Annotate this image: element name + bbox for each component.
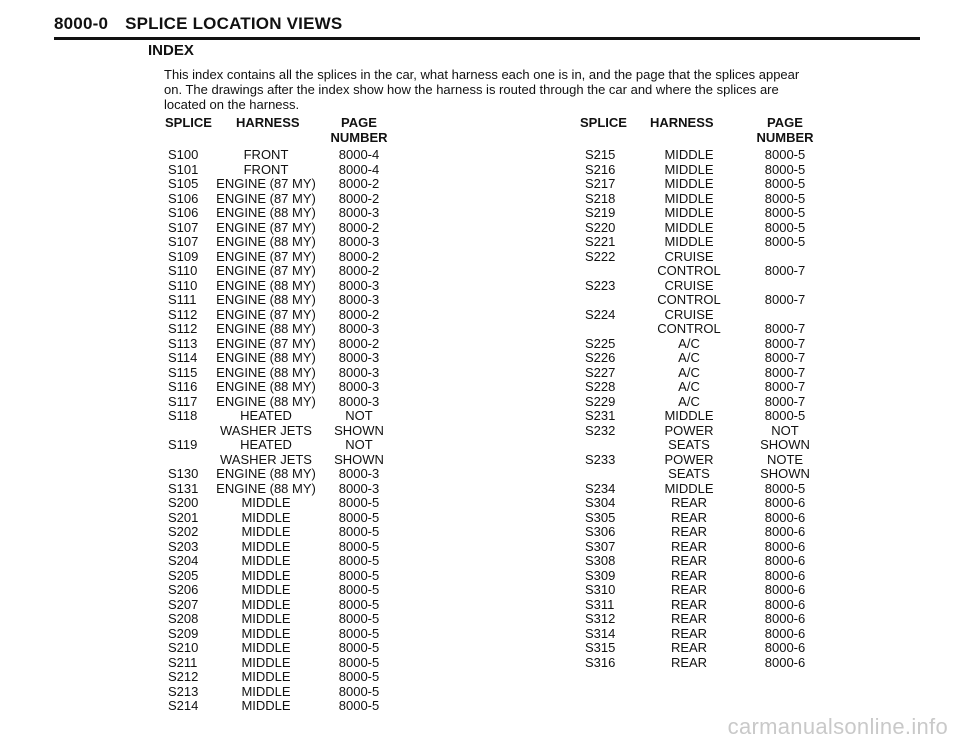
splice-cell: S216 (585, 161, 616, 177)
splice-cell: S112 (168, 321, 198, 336)
harness-cell: REAR (670, 611, 708, 626)
splice-cell: S110 (168, 263, 198, 278)
page-cell: 8000-3 (338, 480, 380, 496)
splice-cell: S105 (168, 176, 199, 191)
splice-cell: S211 (168, 654, 198, 670)
harness-cell: MIDDLE (241, 582, 291, 597)
splice-cell: S201 (168, 509, 199, 525)
page-cell: 8000-4 (338, 147, 380, 162)
harness-cell: MIDDLE (664, 205, 714, 220)
harness-cell: ENGINE (87 MY) (216, 219, 316, 235)
page-cell: 8000-6 (764, 524, 806, 539)
page-cell: 8000-3 (338, 364, 380, 380)
page-cell: 8000-5 (338, 495, 380, 510)
harness-cell: CONTROL (657, 292, 721, 307)
splice-cell: S113 (168, 335, 198, 351)
splice-cell: S110 (168, 277, 198, 293)
harness-cell: ENGINE (88 MY) (216, 466, 316, 481)
harness-cell: MIDDLE (241, 683, 291, 699)
splice-cell: S314 (585, 625, 616, 641)
page-cell: 8000-2 (338, 190, 380, 206)
harness-cell: ENGINE (87 MY) (216, 263, 316, 278)
splice-cell: S203 (168, 538, 199, 554)
harness-cell: REAR (670, 538, 708, 554)
page-header (54, 14, 342, 34)
page-cell: 8000-5 (338, 596, 380, 612)
page-cell: 8000-3 (338, 321, 380, 336)
splice-cell: S215 (585, 147, 616, 162)
splice-cell: S202 (168, 524, 199, 539)
right-header-page-line2: NUMBER (756, 130, 814, 145)
page-cell: 8000-6 (764, 625, 806, 641)
harness-cell: WASHER JETS (220, 422, 312, 438)
splice-cell: S205 (168, 567, 199, 583)
splice-cell: S118 (168, 408, 198, 423)
page-cell: 8000-2 (338, 263, 380, 278)
harness-cell: FRONT (243, 161, 289, 177)
harness-cell: MIDDLE (664, 190, 714, 206)
page-cell: 8000-3 (338, 466, 380, 481)
intro-line: This index contains all the splices in the car, what harness each one is in, and the page that the splices appear (164, 67, 800, 82)
page-cell: 8000-7 (764, 321, 806, 336)
splice-cell: S206 (168, 582, 199, 597)
splice-cell: S214 (168, 698, 199, 713)
harness-cell: ENGINE (88 MY) (216, 350, 316, 365)
splice-cell: S219 (585, 205, 616, 220)
splice-cell: S217 (585, 176, 616, 191)
splice-cell: S209 (168, 625, 199, 641)
page-cell: 8000-5 (764, 190, 806, 206)
right-header-page-line1: PAGE (767, 115, 803, 130)
page-cell: 8000-7 (764, 364, 806, 380)
splice-cell: S315 (585, 640, 616, 655)
harness-cell: MIDDLE (664, 408, 714, 423)
header-rule (54, 37, 920, 40)
left-header-page-line2: NUMBER (330, 130, 388, 145)
harness-cell: SEATS (668, 437, 710, 452)
page-cell: 8000-6 (764, 611, 806, 626)
harness-cell: REAR (670, 640, 708, 655)
splice-cell: S107 (168, 219, 199, 235)
splice-cell: S106 (168, 190, 199, 206)
right-header-splice: SPLICE (580, 115, 627, 130)
page-cell: SHOWN (334, 451, 384, 467)
index-subtitle: INDEX (148, 42, 194, 59)
harness-cell: REAR (670, 582, 708, 597)
splice-cell: S223 (585, 277, 616, 293)
splice-cell: S309 (585, 567, 616, 583)
page-cell: 8000-3 (338, 277, 380, 293)
harness-cell: CRUISE (664, 306, 714, 322)
splice-cell: S316 (585, 654, 616, 670)
harness-cell: MIDDLE (241, 538, 291, 554)
splice-cell: S234 (585, 480, 616, 496)
harness-cell: MIDDLE (241, 553, 291, 568)
splice-cell: S222 (585, 248, 616, 264)
harness-cell: CRUISE (664, 248, 714, 264)
harness-cell: MIDDLE (241, 611, 291, 626)
page-cell: 8000-5 (764, 234, 806, 249)
harness-cell: REAR (670, 553, 708, 568)
splice-cell: S232 (585, 422, 616, 438)
left-header-harness: HARNESS (236, 115, 300, 130)
harness-cell: REAR (670, 567, 708, 583)
page-cell: 8000-5 (764, 147, 806, 162)
harness-cell: MIDDLE (241, 625, 291, 641)
page-cell: 8000-5 (764, 161, 806, 177)
splice-cell: S106 (168, 205, 199, 220)
harness-cell: MIDDLE (241, 567, 291, 583)
harness-cell: REAR (670, 596, 708, 612)
splice-cell: S212 (168, 669, 199, 684)
page-cell: 8000-6 (764, 567, 806, 583)
page-cell: 8000-7 (764, 379, 806, 394)
page-cell: 8000-5 (338, 553, 380, 568)
page-cell: 8000-3 (338, 393, 380, 409)
splice-cell: S308 (585, 553, 616, 568)
splice-cell: S229 (585, 393, 616, 409)
right-header-page (752, 115, 818, 145)
page-cell: 8000-6 (764, 495, 806, 510)
splice-cell: S119 (168, 437, 198, 452)
harness-cell: ENGINE (87 MY) (216, 176, 316, 191)
page-cell: 8000-5 (338, 567, 380, 583)
splice-cell: S100 (168, 147, 199, 162)
page-cell: 8000-5 (338, 582, 380, 597)
page-cell: 8000-5 (338, 669, 380, 684)
intro-line: located on the harness. (164, 97, 300, 112)
harness-cell: MIDDLE (241, 524, 291, 539)
splice-cell: S109 (168, 248, 199, 264)
harness-cell: A/C (678, 393, 700, 409)
splice-cell: S233 (585, 451, 616, 467)
page-cell: 8000-5 (338, 683, 380, 699)
harness-cell: MIDDLE (664, 234, 714, 249)
page-cell: 8000-5 (338, 538, 380, 554)
splice-cell: S225 (585, 335, 616, 351)
harness-cell: REAR (670, 654, 708, 670)
page-cell: NOT (345, 408, 373, 423)
splice-cell: S306 (585, 524, 616, 539)
page-cell: 8000-6 (764, 654, 806, 670)
harness-cell: MIDDLE (241, 669, 291, 684)
page-cell: 8000-5 (338, 640, 380, 655)
harness-cell: CONTROL (657, 321, 721, 336)
harness-cell: SEATS (668, 466, 710, 481)
harness-cell: MIDDLE (241, 509, 291, 525)
page-cell: 8000-5 (764, 219, 806, 235)
harness-cell: MIDDLE (241, 654, 291, 670)
harness-cell: REAR (670, 524, 708, 539)
splice-cell: S112 (168, 306, 198, 322)
page-cell: 8000-7 (764, 393, 806, 409)
harness-cell: MIDDLE (241, 640, 291, 655)
splice-cell: S224 (585, 306, 616, 322)
harness-cell: CRUISE (664, 277, 714, 293)
harness-cell: ENGINE (88 MY) (216, 234, 316, 249)
splice-cell: S208 (168, 611, 199, 626)
splice-cell: S130 (168, 466, 199, 481)
page-cell: 8000-7 (764, 263, 806, 278)
section-code: 8000-0 (54, 14, 109, 33)
page-cell: 8000-7 (764, 292, 806, 307)
page-title: SPLICE LOCATION VIEWS (125, 14, 343, 33)
harness-cell: MIDDLE (664, 147, 714, 162)
page-cell: 8000-5 (338, 524, 380, 539)
harness-cell: WASHER JETS (220, 451, 312, 467)
page-cell: 8000-3 (338, 379, 380, 394)
splice-cell: S304 (585, 495, 616, 510)
page-cell: 8000-2 (338, 176, 380, 191)
page-cell: 8000-3 (338, 234, 380, 249)
splice-cell: S207 (168, 596, 199, 612)
harness-cell: ENGINE (88 MY) (216, 480, 316, 496)
page-cell: SHOWN (760, 437, 810, 452)
left-header-page-line1: PAGE (341, 115, 377, 130)
page-cell: 8000-5 (338, 654, 380, 670)
harness-cell: MIDDLE (241, 698, 291, 713)
splice-cell: S114 (168, 350, 198, 365)
page-cell: 8000-2 (338, 335, 380, 351)
harness-cell: ENGINE (88 MY) (216, 277, 316, 293)
harness-cell: CONTROL (657, 263, 721, 278)
splice-cell: S221 (585, 234, 616, 249)
splice-cell: S218 (585, 190, 616, 206)
splice-cell: S228 (585, 379, 616, 394)
page-cell: 8000-6 (764, 553, 806, 568)
harness-cell: MIDDLE (664, 161, 714, 177)
splice-cell: S204 (168, 553, 199, 568)
harness-cell: ENGINE (87 MY) (216, 248, 316, 264)
page-cell: SHOWN (760, 466, 810, 481)
page-cell: 8000-6 (764, 538, 806, 554)
harness-cell: HEATED (240, 437, 292, 452)
harness-cell: A/C (678, 335, 700, 351)
splice-cell: S131 (168, 480, 199, 496)
page-cell: NOTE (766, 451, 804, 467)
splice-cell: S107 (168, 234, 199, 249)
harness-cell: POWER (664, 451, 714, 467)
page-cell: 8000-5 (338, 698, 380, 713)
splice-cell: S226 (585, 350, 616, 365)
page-cell: 8000-3 (338, 292, 380, 307)
splice-cell: S310 (585, 582, 616, 597)
splice-cell: S220 (585, 219, 616, 235)
splice-cell: S213 (168, 683, 199, 699)
harness-cell: FRONT (243, 147, 289, 162)
page-cell: 8000-2 (338, 248, 380, 264)
page-cell: 8000-3 (338, 350, 380, 365)
splice-cell: S117 (168, 393, 198, 409)
page-cell: 8000-2 (338, 306, 380, 322)
splice-cell: S312 (585, 611, 616, 626)
harness-cell: ENGINE (87 MY) (216, 335, 316, 351)
page-cell: 8000-4 (338, 161, 380, 177)
page-cell: 8000-5 (338, 509, 380, 525)
harness-cell: MIDDLE (241, 495, 291, 510)
splice-cell: S231 (585, 408, 616, 423)
page-cell: 8000-7 (764, 335, 806, 351)
harness-cell: ENGINE (87 MY) (216, 306, 316, 322)
page-cell: 8000-6 (764, 596, 806, 612)
page-cell: 8000-6 (764, 640, 806, 655)
left-header-splice: SPLICE (165, 115, 212, 130)
page-cell: 8000-5 (338, 625, 380, 641)
page-cell: NOT (771, 422, 799, 438)
left-header-page (326, 115, 392, 145)
splice-cell: S311 (585, 596, 615, 612)
splice-cell: S227 (585, 364, 616, 380)
harness-cell: ENGINE (88 MY) (216, 364, 316, 380)
harness-cell: ENGINE (88 MY) (216, 205, 316, 220)
harness-cell: ENGINE (87 MY) (216, 190, 316, 206)
harness-cell: REAR (670, 509, 708, 525)
harness-cell: ENGINE (88 MY) (216, 321, 316, 336)
harness-cell: REAR (670, 495, 708, 510)
splice-cell: S101 (168, 161, 199, 177)
harness-cell: MIDDLE (664, 176, 714, 191)
harness-cell: A/C (678, 350, 700, 365)
splice-cell: S305 (585, 509, 616, 525)
page-cell: 8000-5 (338, 611, 380, 626)
harness-cell: MIDDLE (241, 596, 291, 612)
page-cell: 8000-7 (764, 350, 806, 365)
harness-cell: ENGINE (88 MY) (216, 393, 316, 409)
splice-cell: S210 (168, 640, 199, 655)
splice-cell: S111 (168, 292, 197, 307)
splice-cell: S307 (585, 538, 616, 554)
harness-cell: A/C (678, 364, 700, 380)
harness-cell: ENGINE (88 MY) (216, 292, 316, 307)
page-cell: 8000-5 (764, 176, 806, 191)
page-cell: 8000-2 (338, 219, 380, 235)
page-cell: 8000-6 (764, 509, 806, 525)
page-cell: NOT (345, 437, 373, 452)
page-cell: 8000-6 (764, 582, 806, 597)
splice-cell: S116 (168, 379, 198, 394)
page-cell: 8000-5 (764, 205, 806, 220)
harness-cell: MIDDLE (664, 480, 714, 496)
page-cell: 8000-3 (338, 205, 380, 220)
page-cell: 8000-5 (764, 408, 806, 423)
watermark: carmanualsonline.info (727, 714, 948, 739)
harness-cell: MIDDLE (664, 219, 714, 235)
intro-line: on. The drawings after the index show how the harness is routed through the car and where the splices are (164, 82, 779, 97)
page-cell: SHOWN (334, 422, 384, 438)
splice-cell: S200 (168, 495, 199, 510)
splice-cell: S115 (168, 364, 198, 380)
harness-cell: REAR (670, 625, 708, 641)
harness-cell: ENGINE (88 MY) (216, 379, 316, 394)
harness-cell: HEATED (240, 408, 292, 423)
harness-cell: POWER (664, 422, 714, 438)
intro-paragraph (164, 67, 824, 112)
harness-cell: A/C (678, 379, 700, 394)
right-header-harness: HARNESS (650, 115, 714, 130)
page-cell: 8000-5 (764, 480, 806, 496)
